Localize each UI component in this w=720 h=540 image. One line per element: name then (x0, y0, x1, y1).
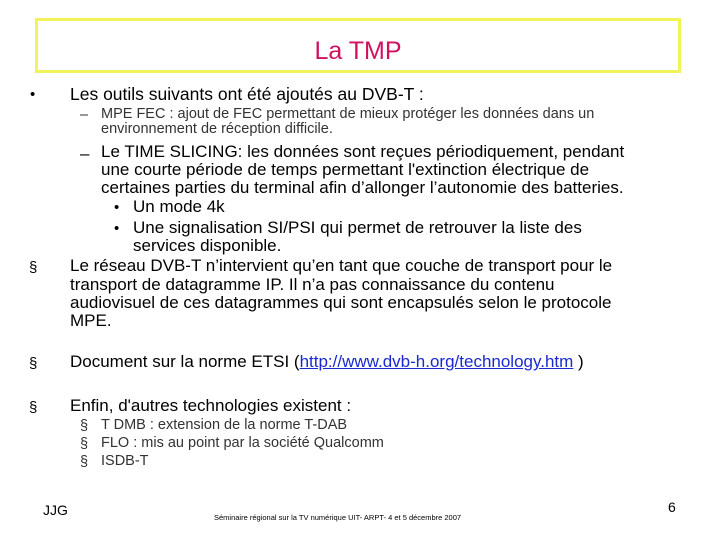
etsi-suffix: ) (573, 352, 584, 371)
dash-bullet: – (80, 107, 89, 123)
footer-seminar: Séminaire régional sur la TV numérique UIT- ARPT- 4 et 5 décembre 2007 (214, 513, 462, 522)
isdbt-item: ISDB-T (101, 453, 149, 469)
title-box (35, 18, 681, 73)
section-bullet: § (29, 355, 38, 372)
mpe-fec-line2: environnement de réception difficile. (101, 121, 333, 137)
time-slicing-line2: une courte période de temps permettant l'extinction électrique de (101, 160, 590, 179)
section-bullet: § (29, 259, 38, 276)
other-tech-text: Enfin, d'autres technologies existent : (70, 396, 352, 415)
dvbt-line2: transport de datagramme IP. Il n’a pas connaissance du contenu (70, 275, 555, 294)
slide-title: La TMP (314, 37, 402, 65)
mode-4k: Un mode 4k (133, 197, 225, 216)
bullet-dot: • (114, 220, 120, 237)
dvbt-line3: audiovisuel de ces datagrammes qui sont encapsulés selon le protocole (70, 293, 612, 312)
dash-bullet: – (80, 144, 90, 163)
dvbt-line1: Le réseau DVB-T n’intervient qu’en tant que couche de transport pour le (70, 256, 613, 275)
etsi-prefix: Document sur la norme ETSI ( (70, 352, 300, 371)
dvb-h-link[interactable]: http://www.dvb-h.org/technology.htm (299, 352, 574, 371)
time-slicing-line1: Le TIME SLICING: les données sont reçues périodiquement, pendant (101, 142, 625, 161)
footer-author: JJG (43, 502, 68, 518)
section-bullet: § (80, 436, 89, 452)
item1-text: Les outils suivants ont été ajoutés au DVB-T : (70, 84, 424, 104)
mpe-fec-line1: MPE FEC : ajout de FEC permettant de mieux protéger les données dans un (101, 106, 595, 122)
section-bullet: § (80, 454, 89, 470)
etsi-doc-line (70, 353, 584, 372)
bullet-dot: • (30, 86, 36, 103)
section-bullet: § (29, 399, 38, 416)
page-number: 6 (668, 499, 676, 515)
time-slicing-line3: certaines parties du terminal afin d’allonger l’autonomie des batteries. (101, 178, 624, 197)
tdmb-item: T DMB : extension de la norme T-DAB (101, 417, 348, 433)
section-bullet: § (80, 418, 89, 434)
dvbt-line4: MPE. (70, 311, 112, 330)
si-psi-line1: Une signalisation SI/PSI qui permet de retrouver la liste des (133, 218, 582, 237)
flo-item: FLO : mis au point par la société Qualcomm (101, 435, 384, 451)
si-psi-line2: services disponible. (133, 236, 282, 255)
bullet-dot: • (114, 199, 120, 216)
